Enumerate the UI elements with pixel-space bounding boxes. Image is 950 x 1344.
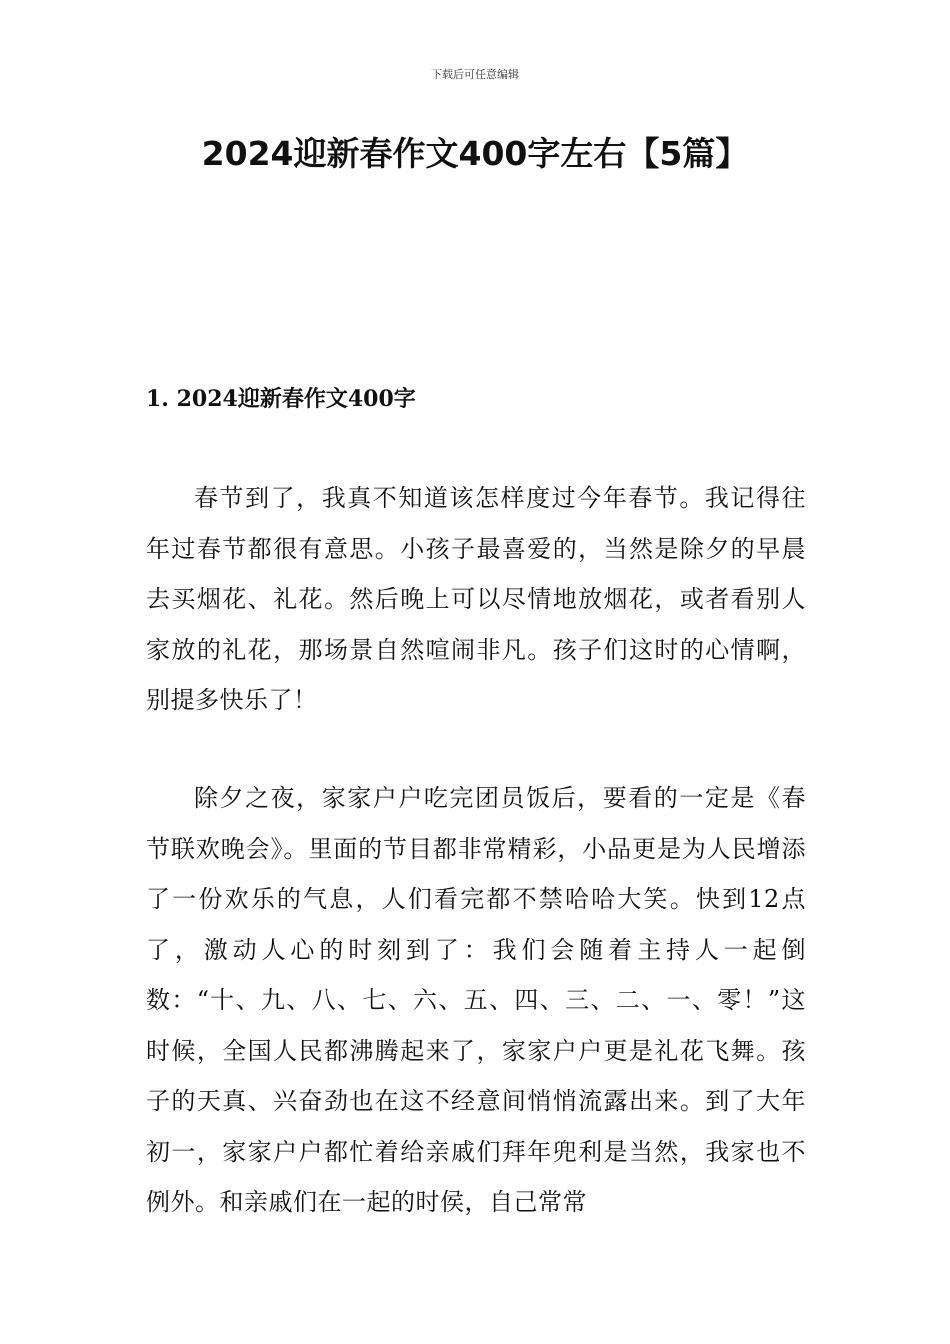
paragraph-1: 春节到了，我真不知道该怎样度过今年春节。我记得往年过春节都很有意思。小孩子最喜爱的，当然是除夕的早晨去买烟花、礼花。然后晚上可以尽情地放烟花，或者看别人家放的礼花，那场景自然喧闹非凡。孩子们这时的心情啊，别提多快乐了！ xyxy=(146,484,806,714)
section-heading: 1. 2024迎新春作文400字 xyxy=(146,386,416,412)
header-note: 下载后可任意编辑 xyxy=(431,68,519,81)
document-title: 2024迎新春作文400字左右【5篇】 xyxy=(201,134,749,173)
paragraph-2: 除夕之夜，家家户户吃完团员饭后，要看的一定是《春节联欢晚会》。里面的节目都非常精彩，小品更是为人民增添了一份欢乐的气息，人们看完都不禁哈哈大笑。快到12点了，激动人心的时刻到了：我们会随着主持人一起倒数：“十、九、八、七、六、五、四、三、二、一、零！”这时候，全国人民都沸腾起来了，家家户户更是礼花飞舞。孩子的天真、兴奋劲也在这不经意间悄悄流露出来。到了大年初一，家家户户都忙着给亲戚们拜年兜利是当然，我家也不例外。和亲戚们在一起的时侯，自己常常 xyxy=(146,784,806,1216)
